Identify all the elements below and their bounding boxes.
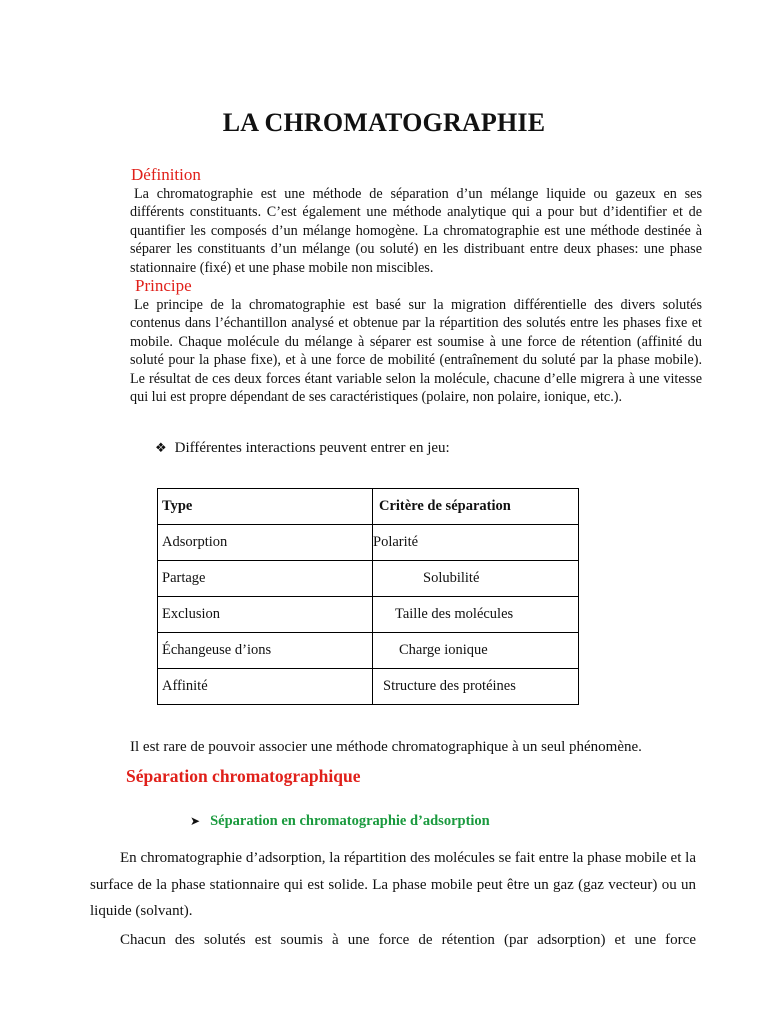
table-cell-type: Partage	[158, 561, 373, 597]
table-row	[158, 633, 579, 669]
table-cell-type: Adsorption	[158, 525, 373, 561]
diamond-bullet-icon: ❖	[155, 441, 167, 456]
table-header-criterion: Critère de séparation	[373, 489, 579, 525]
definition-heading: Définition	[131, 165, 201, 184]
arrow-bullet-icon: ➤	[190, 814, 201, 828]
table-cell-criterion: Taille des molécules	[373, 597, 579, 633]
table-cell-type: Exclusion	[158, 597, 373, 633]
page-title: LA CHROMATOGRAPHIE	[222, 108, 546, 137]
table-cell-type: Affinité	[158, 669, 373, 705]
interactions-bullet	[155, 440, 450, 457]
table-cell-criterion: Polarité	[373, 525, 579, 561]
table-row	[158, 597, 579, 633]
retention-paragraph: Chacun des solutés est soumis à une force de rétention (par adsorption) et une force	[120, 932, 696, 948]
table-cell-criterion: Solubilité	[373, 561, 579, 597]
table-row	[158, 561, 579, 597]
definition-paragraph: La chromatographie est une méthode de séparation d’un mélange liquide ou gazeux en ses différents constituants. C’est également une méthode analytique qui a pour but d’identifier et de quantifier les composés d’un mélange homogène. La chromatographie est une méthode destinée à séparer les constituants d’un mélange (ou soluté) en les distribuant entre deux phases: une phase stationnaire (fixé) et une phase mobile non miscibles.	[130, 186, 702, 276]
principe-heading: Principe	[135, 276, 192, 295]
rare-note: Il est rare de pouvoir associer une méthode chromatographique à un seul phénomène.	[130, 739, 642, 755]
table-row	[158, 669, 579, 705]
adsorption-subheading-text: Séparation en chromatographie d’adsorption	[210, 813, 490, 829]
bullet-text: Différentes interactions peuvent entrer en jeu:	[174, 440, 450, 456]
table-header-type: Type	[158, 489, 373, 525]
interactions-table	[157, 488, 579, 705]
table-row	[158, 525, 579, 561]
table-header-row	[158, 489, 579, 525]
separation-heading: Séparation chromatographique	[126, 766, 361, 786]
table-cell-criterion: Charge ionique	[373, 633, 579, 669]
principe-paragraph: Le principe de la chromatographie est basé sur la migration différentielle des divers solutés contenus dans l’échantillon analysé et obtenue par la répartition des solutés entre les phases fixe et mobile. Chaque molécule du mélange à séparer est soumise à une force de rétention (affinité du soluté pour la phase fixe), et à une force de mobilité (entraînement du soluté par la phase mobile). Le résultat de ces deux forces étant variable selon la molécule, chacune d’elle migrera à une vitesse qui lui est propre dépendant de ses caractéristiques (polaire, non polaire, ionique, etc.).	[130, 297, 702, 406]
table-cell-type: Échangeuse d’ions	[158, 633, 373, 669]
adsorption-subheading	[190, 813, 490, 830]
table-cell-criterion: Structure des protéines	[373, 669, 579, 705]
adsorption-paragraph: En chromatographie d’adsorption, la répartition des molécules se fait entre la phase mobile et la surface de la phase stationnaire qui est solide. La phase mobile peut être un gaz (gaz vecteur) ou un liquide (solvant).	[90, 850, 696, 919]
